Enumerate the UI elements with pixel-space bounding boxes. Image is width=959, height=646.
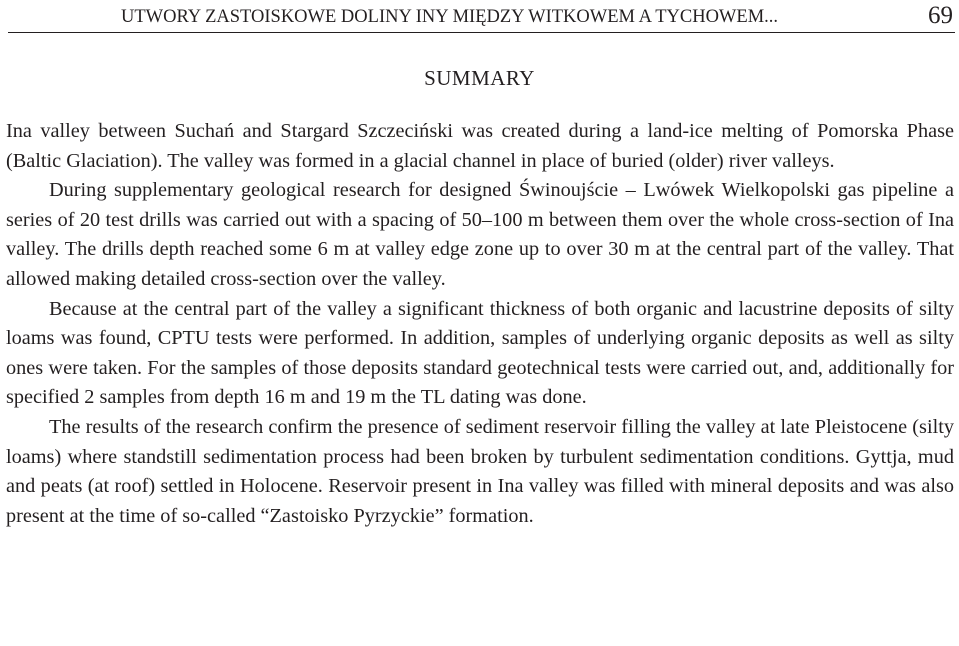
summary-paragraph-3: Because at the central part of the valley a significant thickness of both organic and lacustrine deposits of silty loams was found, CPTU tests were performed. In addition, samples of underlying organic deposits as well as silty ones were taken. For the samples of those deposits standard geotechnical tests were carried out, and, additionally for specified 2 samples from depth 16 m and 19 m the TL dating was done.	[6, 297, 954, 409]
running-header	[8, 2, 955, 33]
summary-paragraph-4: The results of the research confirm the presence of sediment reservoir filling the valley at late Pleistocene (silty loams) where standstill sedimentation process had been broken by turbulent sedimentation conditions. Gyttja, mud and peats (at roof) settled in Holocene. Reservoir present in Ina valley was filled with mineral deposits and was also present at the time of so-called “Zastoisko Pyrzyckie” formation.	[6, 415, 954, 527]
summary-body	[6, 117, 954, 531]
summary-paragraph-2: During supplementary geological research for designed Świnoujście – Lwówek Wielkopolski gas pipeline a series of 20 test drills was carried out with a spacing of 50–100 m between them over the whole cross-section of Ina valley. The drills depth reached some 6 m at valley edge zone up to over 30 m at the central part of the valley. That allowed making detailed cross-section over the valley.	[6, 179, 954, 290]
running-header-title: UTWORY ZASTOISKOWE DOLINY INY MIĘDZY WITKOWEM A TYCHOWEM...	[121, 7, 779, 27]
page-number: 69	[928, 2, 953, 29]
summary-heading: SUMMARY	[424, 66, 535, 90]
summary-paragraph-1: Ina valley between Suchań and Stargard Szczeciński was created during a land-ice melting of Pomorska Phase (Baltic Glaciation). The valley was formed in a glacial channel in place of buried (older) river valleys.	[6, 120, 954, 172]
